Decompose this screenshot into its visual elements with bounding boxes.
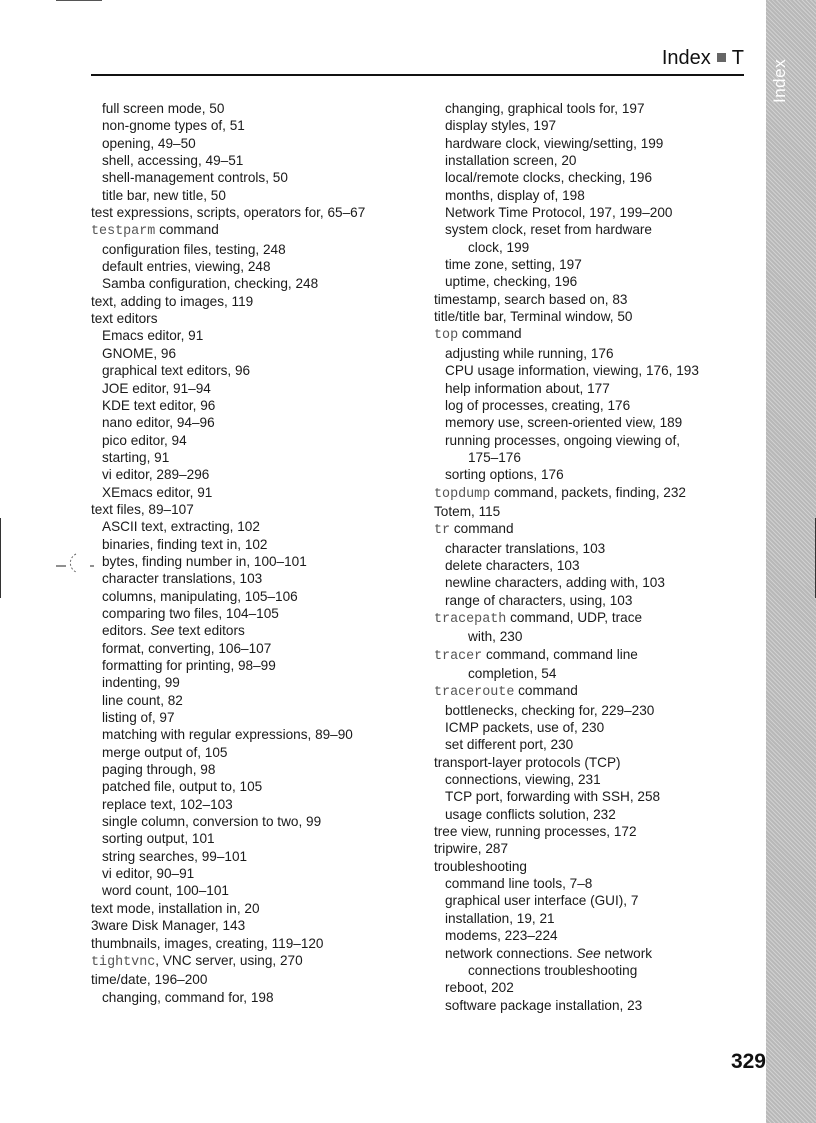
entry-text: ICMP packets, use of, 230 [445, 720, 605, 736]
entry-text: vi editor, 289–296 [102, 467, 210, 483]
entry-text: delete characters, 103 [445, 557, 580, 573]
index-entry [434, 892, 764, 909]
entry-text: line count, 82 [102, 692, 183, 708]
index-entry [91, 622, 421, 639]
index-entry [91, 327, 421, 344]
entry-text: local/remote clocks, checking, 196 [445, 170, 653, 186]
entry-text: help information about, 177 [445, 380, 610, 396]
entry-text: text mode, installation in, 20 [91, 900, 260, 916]
entry-text: binaries, finding text in, 102 [102, 536, 268, 552]
index-entry [91, 100, 421, 117]
entry-see-reference: See [150, 623, 175, 639]
running-header [600, 47, 744, 70]
index-entry [91, 187, 421, 204]
entry-text: troubleshooting [434, 858, 527, 874]
entry-text: tripwire, 287 [434, 841, 509, 857]
entry-text: graphical text editors, 96 [102, 363, 251, 379]
index-entry [434, 771, 764, 788]
entry-text: bottlenecks, checking for, 229–230 [445, 702, 655, 718]
square-bullet-icon [717, 53, 726, 62]
index-entry [91, 518, 421, 535]
index-entry [91, 900, 421, 917]
entry-text: formatting for printing, 98–99 [102, 658, 276, 673]
entry-text: CPU usage information, viewing, 176, 193 [445, 363, 699, 379]
index-entry [91, 917, 421, 934]
entry-text: starting, 91 [102, 449, 170, 465]
entry-command: tracer [434, 648, 483, 664]
entry-text: thumbnails, images, creating, 119–120 [91, 935, 324, 951]
entry-text: time zone, setting, 197 [445, 257, 582, 273]
entry-text: command [458, 326, 522, 342]
entry-text: timestamp, search based on, 83 [434, 291, 628, 307]
entry-text: running processes, ongoing viewing of, [445, 432, 681, 448]
index-entry [434, 414, 764, 431]
entry-text: network connections. [445, 945, 577, 961]
entry-text: clock, 199 [468, 239, 530, 255]
index-entry [91, 726, 421, 743]
index-entry [434, 204, 764, 221]
index-entry [91, 640, 421, 657]
entry-text: changing, graphical tools for, 197 [445, 101, 645, 116]
entry-text: opening, 49–50 [102, 135, 196, 151]
entry-text: with, 230 [468, 629, 523, 645]
index-entry [91, 848, 421, 865]
entry-text: title/title bar, Terminal window, 50 [434, 309, 633, 325]
entry-text: ASCII text, extracting, 102 [102, 519, 260, 535]
index-entry [434, 609, 764, 628]
entry-text: range of characters, using, 103 [445, 592, 633, 608]
entry-text: connections, viewing, 231 [445, 772, 601, 788]
index-entry [91, 657, 421, 674]
entry-text: bytes, finding number in, 100–101 [102, 553, 307, 569]
index-entry [434, 187, 764, 204]
index-entry [91, 813, 421, 830]
edge-mark-left [0, 518, 1, 598]
entry-text: , VNC server, using, 270 [155, 952, 303, 968]
entry-text: display styles, 197 [445, 118, 557, 134]
index-entry [434, 325, 764, 344]
index-entry [91, 135, 421, 152]
index-entry [434, 840, 764, 857]
entry-text: editors. [102, 623, 151, 639]
index-entry [91, 761, 421, 778]
entry-text: listing of, 97 [102, 710, 175, 726]
crop-mark [56, 0, 102, 1]
entry-text: reboot, 202 [445, 980, 514, 996]
entry-text: matching with regular expressions, 89–90 [102, 727, 353, 743]
index-entry [434, 997, 764, 1014]
entry-command: top [434, 328, 459, 344]
index-entry [91, 692, 421, 709]
index-entry [91, 882, 421, 899]
entry-command: topdump [434, 486, 491, 502]
index-entry [91, 117, 421, 134]
entry-text: usage conflicts solution, 232 [445, 806, 616, 822]
entry-text: command [514, 683, 578, 699]
entry-text: TCP port, forwarding with SSH, 258 [445, 789, 661, 805]
entry-text: text editors [174, 623, 245, 639]
entry-text: months, display of, 198 [445, 187, 585, 203]
index-entry [91, 536, 421, 553]
index-entry [434, 875, 764, 892]
index-entry [434, 574, 764, 591]
index-entry [434, 592, 764, 609]
entry-command: tracepath [434, 611, 507, 627]
entry-text: transport-layer protocols (TCP) [434, 754, 621, 770]
index-entry [434, 273, 764, 290]
entry-text: KDE text editor, 96 [102, 397, 216, 413]
entry-text: word count, 100–101 [102, 883, 229, 899]
entry-text: GNOME, 96 [102, 345, 177, 361]
entry-text: Emacs editor, 91 [102, 328, 204, 344]
index-entry [91, 221, 421, 240]
entry-text: JOE editor, 91–94 [102, 380, 211, 396]
index-entry [91, 570, 421, 587]
index-entry [434, 239, 764, 256]
index-entry [434, 962, 764, 979]
index-entry [91, 796, 421, 813]
index-entry [91, 935, 421, 952]
index-entry [91, 830, 421, 847]
index-entry [434, 665, 764, 682]
entry-text: command, UDP, trace [506, 609, 643, 625]
index-entry [434, 927, 764, 944]
index-entry [91, 345, 421, 362]
index-entry [91, 709, 421, 726]
index-entry [91, 362, 421, 379]
index-entry [91, 778, 421, 795]
entry-text: command, command line [482, 646, 638, 662]
index-entry [434, 754, 764, 771]
index-entry [434, 362, 764, 379]
entry-text: connections troubleshooting [468, 962, 638, 978]
index-entry [91, 449, 421, 466]
entry-text: string searches, 99–101 [102, 848, 248, 864]
registration-mark-icon [56, 552, 94, 574]
entry-text: network [600, 945, 653, 961]
entry-text: patched file, output to, 105 [102, 779, 263, 795]
index-entry [91, 553, 421, 570]
entry-text: installation, 19, 21 [445, 910, 555, 926]
entry-text: character translations, 103 [445, 540, 606, 556]
index-entry [91, 152, 421, 169]
index-entry [434, 135, 764, 152]
index-entry [91, 380, 421, 397]
index-entry [434, 484, 764, 503]
entry-text: sorting options, 176 [445, 467, 564, 483]
entry-command: tr [434, 523, 451, 539]
index-entry [434, 221, 764, 238]
index-entry [434, 432, 764, 449]
index-entry [91, 397, 421, 414]
index-entry [434, 100, 764, 117]
index-entry [434, 646, 764, 665]
side-tab-label: Index [770, 58, 789, 104]
entry-text: completion, 54 [468, 666, 557, 681]
index-entry [434, 719, 764, 736]
index-entry [91, 204, 421, 221]
header-title: Index [661, 47, 711, 69]
entry-text: character translations, 103 [102, 571, 263, 587]
index-entry [434, 449, 764, 466]
entry-text: pico editor, 94 [102, 432, 187, 448]
index-entry [434, 788, 764, 805]
entry-text: nano editor, 94–96 [102, 415, 215, 431]
index-entry [434, 557, 764, 574]
entry-text: command, packets, finding, 232 [490, 484, 686, 500]
index-entry [91, 241, 421, 258]
header-letter: T [731, 47, 744, 69]
index-entry [91, 258, 421, 275]
entry-text: shell, accessing, 49–51 [102, 153, 244, 169]
index-entry [91, 432, 421, 449]
index-entry [434, 152, 764, 169]
entry-text: newline characters, adding with, 103 [445, 575, 665, 591]
index-entry [434, 380, 764, 397]
index-entry [91, 169, 421, 186]
index-entry [434, 345, 764, 362]
index-entry [434, 682, 764, 701]
index-entry [434, 117, 764, 134]
index-entry [91, 414, 421, 431]
index-entry [434, 979, 764, 996]
index-entry [434, 945, 764, 962]
index-entry [91, 674, 421, 691]
index-entry [91, 293, 421, 310]
entry-text: single column, conversion to two, 99 [102, 814, 322, 830]
entry-text: uptime, checking, 196 [445, 274, 578, 290]
entry-text: hardware clock, viewing/setting, 199 [445, 135, 664, 151]
index-entry [91, 588, 421, 605]
index-entry [434, 291, 764, 308]
index-entry [91, 971, 421, 988]
entry-text: replace text, 102–103 [102, 796, 233, 812]
index-entry [434, 628, 764, 645]
entry-command: testparm [91, 224, 156, 240]
index-entry [434, 308, 764, 325]
index-entry [434, 169, 764, 186]
entry-text: format, converting, 106–107 [102, 640, 272, 656]
index-entry [434, 858, 764, 875]
index-entry [434, 823, 764, 840]
index-entry [434, 702, 764, 719]
entry-text: modems, 223–224 [445, 928, 558, 944]
index-column-left [91, 100, 421, 1006]
index-entry [91, 605, 421, 622]
entry-text: paging through, 98 [102, 762, 216, 778]
entry-text: columns, manipulating, 105–106 [102, 588, 298, 604]
index-entry [91, 952, 421, 971]
index-entry [91, 275, 421, 292]
entry-text: text, adding to images, 119 [91, 293, 254, 309]
entry-text: tree view, running processes, 172 [434, 824, 637, 840]
entry-text: text files, 89–107 [91, 501, 194, 517]
entry-text: sorting output, 101 [102, 831, 215, 847]
entry-text: adjusting while running, 176 [445, 345, 614, 361]
entry-text: merge output of, 105 [102, 744, 228, 760]
entry-text: log of processes, creating, 176 [445, 397, 631, 413]
index-entry [434, 736, 764, 753]
entry-text: text editors [91, 311, 158, 327]
index-entry [434, 910, 764, 927]
entry-text: Totem, 115 [434, 503, 501, 519]
entry-text: system clock, reset from hardware [445, 222, 652, 238]
index-entry [434, 540, 764, 557]
entry-text: changing, command for, 198 [102, 989, 274, 1005]
entry-text: Network Time Protocol, 197, 199–200 [445, 205, 673, 221]
index-entry [434, 806, 764, 823]
entry-text: installation screen, 20 [445, 153, 577, 169]
index-entry [434, 503, 764, 520]
index-entry [434, 397, 764, 414]
index-entry [91, 484, 421, 501]
entry-text: command [450, 521, 514, 537]
index-entry [434, 520, 764, 539]
entry-text: full screen mode, 50 [102, 101, 225, 116]
entry-text: comparing two files, 104–105 [102, 605, 279, 621]
index-column-right [434, 100, 764, 1014]
entry-see-reference: See [576, 945, 601, 961]
index-entry [434, 466, 764, 483]
index-entry [91, 989, 421, 1006]
entry-text: title bar, new title, 50 [102, 187, 226, 203]
page-number: 329 [730, 1050, 766, 1073]
entry-text: vi editor, 90–91 [102, 866, 195, 882]
header-rule [91, 74, 744, 76]
entry-text: default entries, viewing, 248 [102, 259, 271, 275]
index-entry [91, 466, 421, 483]
entry-text: XEmacs editor, 91 [102, 484, 213, 500]
entry-text: non-gnome types of, 51 [102, 118, 245, 134]
entry-text: command line tools, 7–8 [445, 876, 593, 892]
entry-text: 3ware Disk Manager, 143 [91, 918, 246, 934]
index-entry [91, 310, 421, 327]
entry-text: Samba configuration, checking, 248 [102, 276, 319, 292]
index-entry [91, 865, 421, 882]
index-entry [91, 744, 421, 761]
entry-command: tightvnc [91, 954, 156, 970]
entry-text: time/date, 196–200 [91, 972, 208, 988]
entry-text: command [155, 222, 219, 238]
entry-text: set different port, 230 [445, 737, 574, 753]
entry-text: software package installation, 23 [445, 997, 643, 1013]
side-thumb-tab [766, 0, 816, 1123]
index-entry [91, 501, 421, 518]
entry-text: graphical user interface (GUI), 7 [445, 893, 639, 909]
index-entry [434, 256, 764, 273]
entry-text: shell-management controls, 50 [102, 170, 288, 186]
entry-text: indenting, 99 [102, 675, 180, 691]
entry-text: test expressions, scripts, operators for, 65–67 [91, 205, 366, 221]
entry-text: configuration files, testing, 248 [102, 241, 286, 257]
entry-text: memory use, screen-oriented view, 189 [445, 415, 683, 431]
entry-text: 175–176 [468, 449, 521, 465]
entry-command: traceroute [434, 685, 515, 701]
